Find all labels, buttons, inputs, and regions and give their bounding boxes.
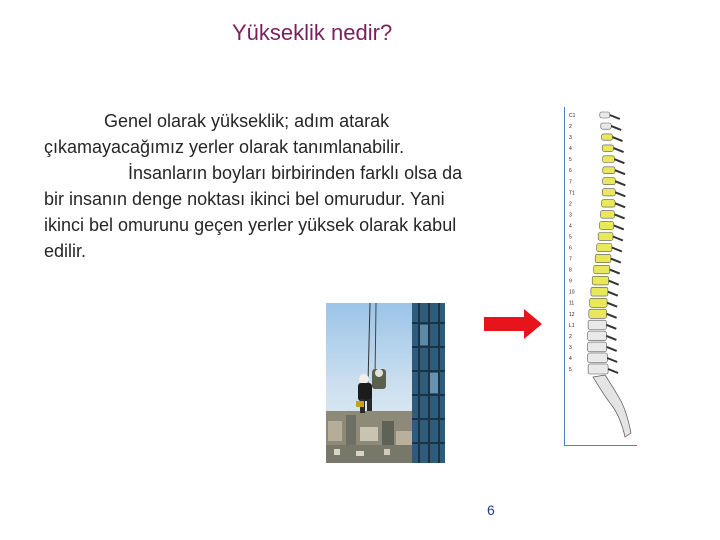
sacrum bbox=[593, 375, 631, 437]
spinous-process bbox=[610, 115, 620, 119]
body-text bbox=[44, 108, 464, 264]
vertebra bbox=[602, 145, 613, 152]
vertebra-label: 5 bbox=[569, 234, 572, 241]
vertebra-label: 6 bbox=[569, 168, 572, 175]
vertebra-label: 3 bbox=[569, 344, 572, 351]
spine-diagram bbox=[564, 107, 637, 446]
spinous-process bbox=[613, 237, 623, 241]
spinous-process bbox=[611, 126, 621, 130]
spinous-process bbox=[606, 325, 616, 329]
vertebra bbox=[598, 233, 613, 241]
vertebra bbox=[588, 320, 606, 329]
vertebra bbox=[592, 276, 609, 285]
vertebra-label: T1 bbox=[569, 190, 575, 197]
spinous-process bbox=[613, 137, 623, 141]
page-number: 6 bbox=[487, 502, 495, 518]
vertebra-label: 4 bbox=[569, 146, 572, 153]
vertebra bbox=[595, 254, 611, 262]
vertebra bbox=[588, 353, 608, 363]
vertebra-label: 6 bbox=[569, 245, 572, 252]
vertebra-label: 12 bbox=[569, 311, 575, 318]
spinous-process bbox=[615, 170, 625, 174]
vertebra bbox=[591, 287, 608, 296]
spinous-process bbox=[606, 336, 616, 340]
spinous-process bbox=[609, 281, 619, 285]
vertebra-label: L1 bbox=[569, 322, 575, 329]
spinous-process bbox=[615, 181, 625, 185]
spinous-process bbox=[615, 203, 625, 207]
vertebra-label: 2 bbox=[569, 201, 572, 208]
vertebra-label: 4 bbox=[569, 356, 572, 362]
vertebra bbox=[590, 298, 607, 307]
rope-worker-photo bbox=[326, 303, 445, 463]
slide-title: Yükseklik nedir? bbox=[232, 20, 393, 45]
vertebra bbox=[597, 244, 612, 252]
paragraph-definition: Genel olarak yükseklik; adım atarak çıkamayacağımız yerler olarak tanımlanabilir. bbox=[44, 111, 405, 157]
spinous-process bbox=[610, 270, 620, 274]
vertebra bbox=[601, 211, 615, 219]
spinous-process bbox=[611, 259, 621, 263]
spinous-process bbox=[608, 292, 618, 296]
vertebra-label: 7 bbox=[569, 256, 572, 263]
vertebra-label: 7 bbox=[569, 179, 572, 186]
spinous-process bbox=[612, 248, 622, 252]
vertebra bbox=[601, 123, 611, 129]
spinous-process bbox=[607, 358, 617, 362]
vertebra bbox=[600, 222, 614, 230]
vertebra bbox=[594, 265, 610, 273]
vertebra bbox=[603, 167, 615, 174]
vertebra-label: 2 bbox=[569, 124, 572, 130]
vertebra-label: 8 bbox=[569, 267, 572, 274]
vertebra bbox=[603, 156, 615, 163]
spinous-process bbox=[607, 347, 617, 351]
vertebra-label: 9 bbox=[569, 278, 572, 285]
vertebra-label: 10 bbox=[569, 289, 575, 296]
vertebra-label: 3 bbox=[569, 212, 572, 219]
vertebra bbox=[603, 178, 616, 185]
arrow-right-icon bbox=[484, 309, 542, 339]
vertebra bbox=[589, 309, 607, 318]
vertebra bbox=[602, 189, 615, 196]
spinous-process bbox=[614, 159, 624, 163]
vertebra bbox=[602, 200, 616, 207]
spinous-process bbox=[607, 303, 617, 307]
spinous-process bbox=[607, 314, 617, 318]
spinous-process bbox=[614, 225, 624, 229]
paragraph-balance-point: İnsanların boyları birbirinden farklı olsa da bir insanın denge noktası ikinci bel omurudur. Yani ikinci bel omurunu geçen yerler yüksek olarak kabul edilir. bbox=[44, 163, 463, 261]
spinous-process bbox=[615, 214, 625, 218]
spinous-process bbox=[615, 192, 625, 196]
vertebra bbox=[588, 342, 607, 352]
vertebra-label: 11 bbox=[569, 300, 575, 307]
vertebra-label: 3 bbox=[569, 135, 572, 142]
vertebra bbox=[600, 112, 610, 118]
vertebra-label: 5 bbox=[569, 157, 572, 164]
vertebra-label: 5 bbox=[569, 367, 572, 373]
vertebra bbox=[588, 364, 608, 374]
vertebra bbox=[588, 331, 607, 341]
vertebra-label: C1 bbox=[569, 113, 576, 119]
spinous-process bbox=[614, 148, 624, 152]
vertebra-label: 2 bbox=[569, 333, 572, 340]
spinous-process bbox=[608, 369, 618, 373]
vertebra-label: 4 bbox=[569, 223, 572, 230]
vertebra bbox=[602, 134, 613, 140]
